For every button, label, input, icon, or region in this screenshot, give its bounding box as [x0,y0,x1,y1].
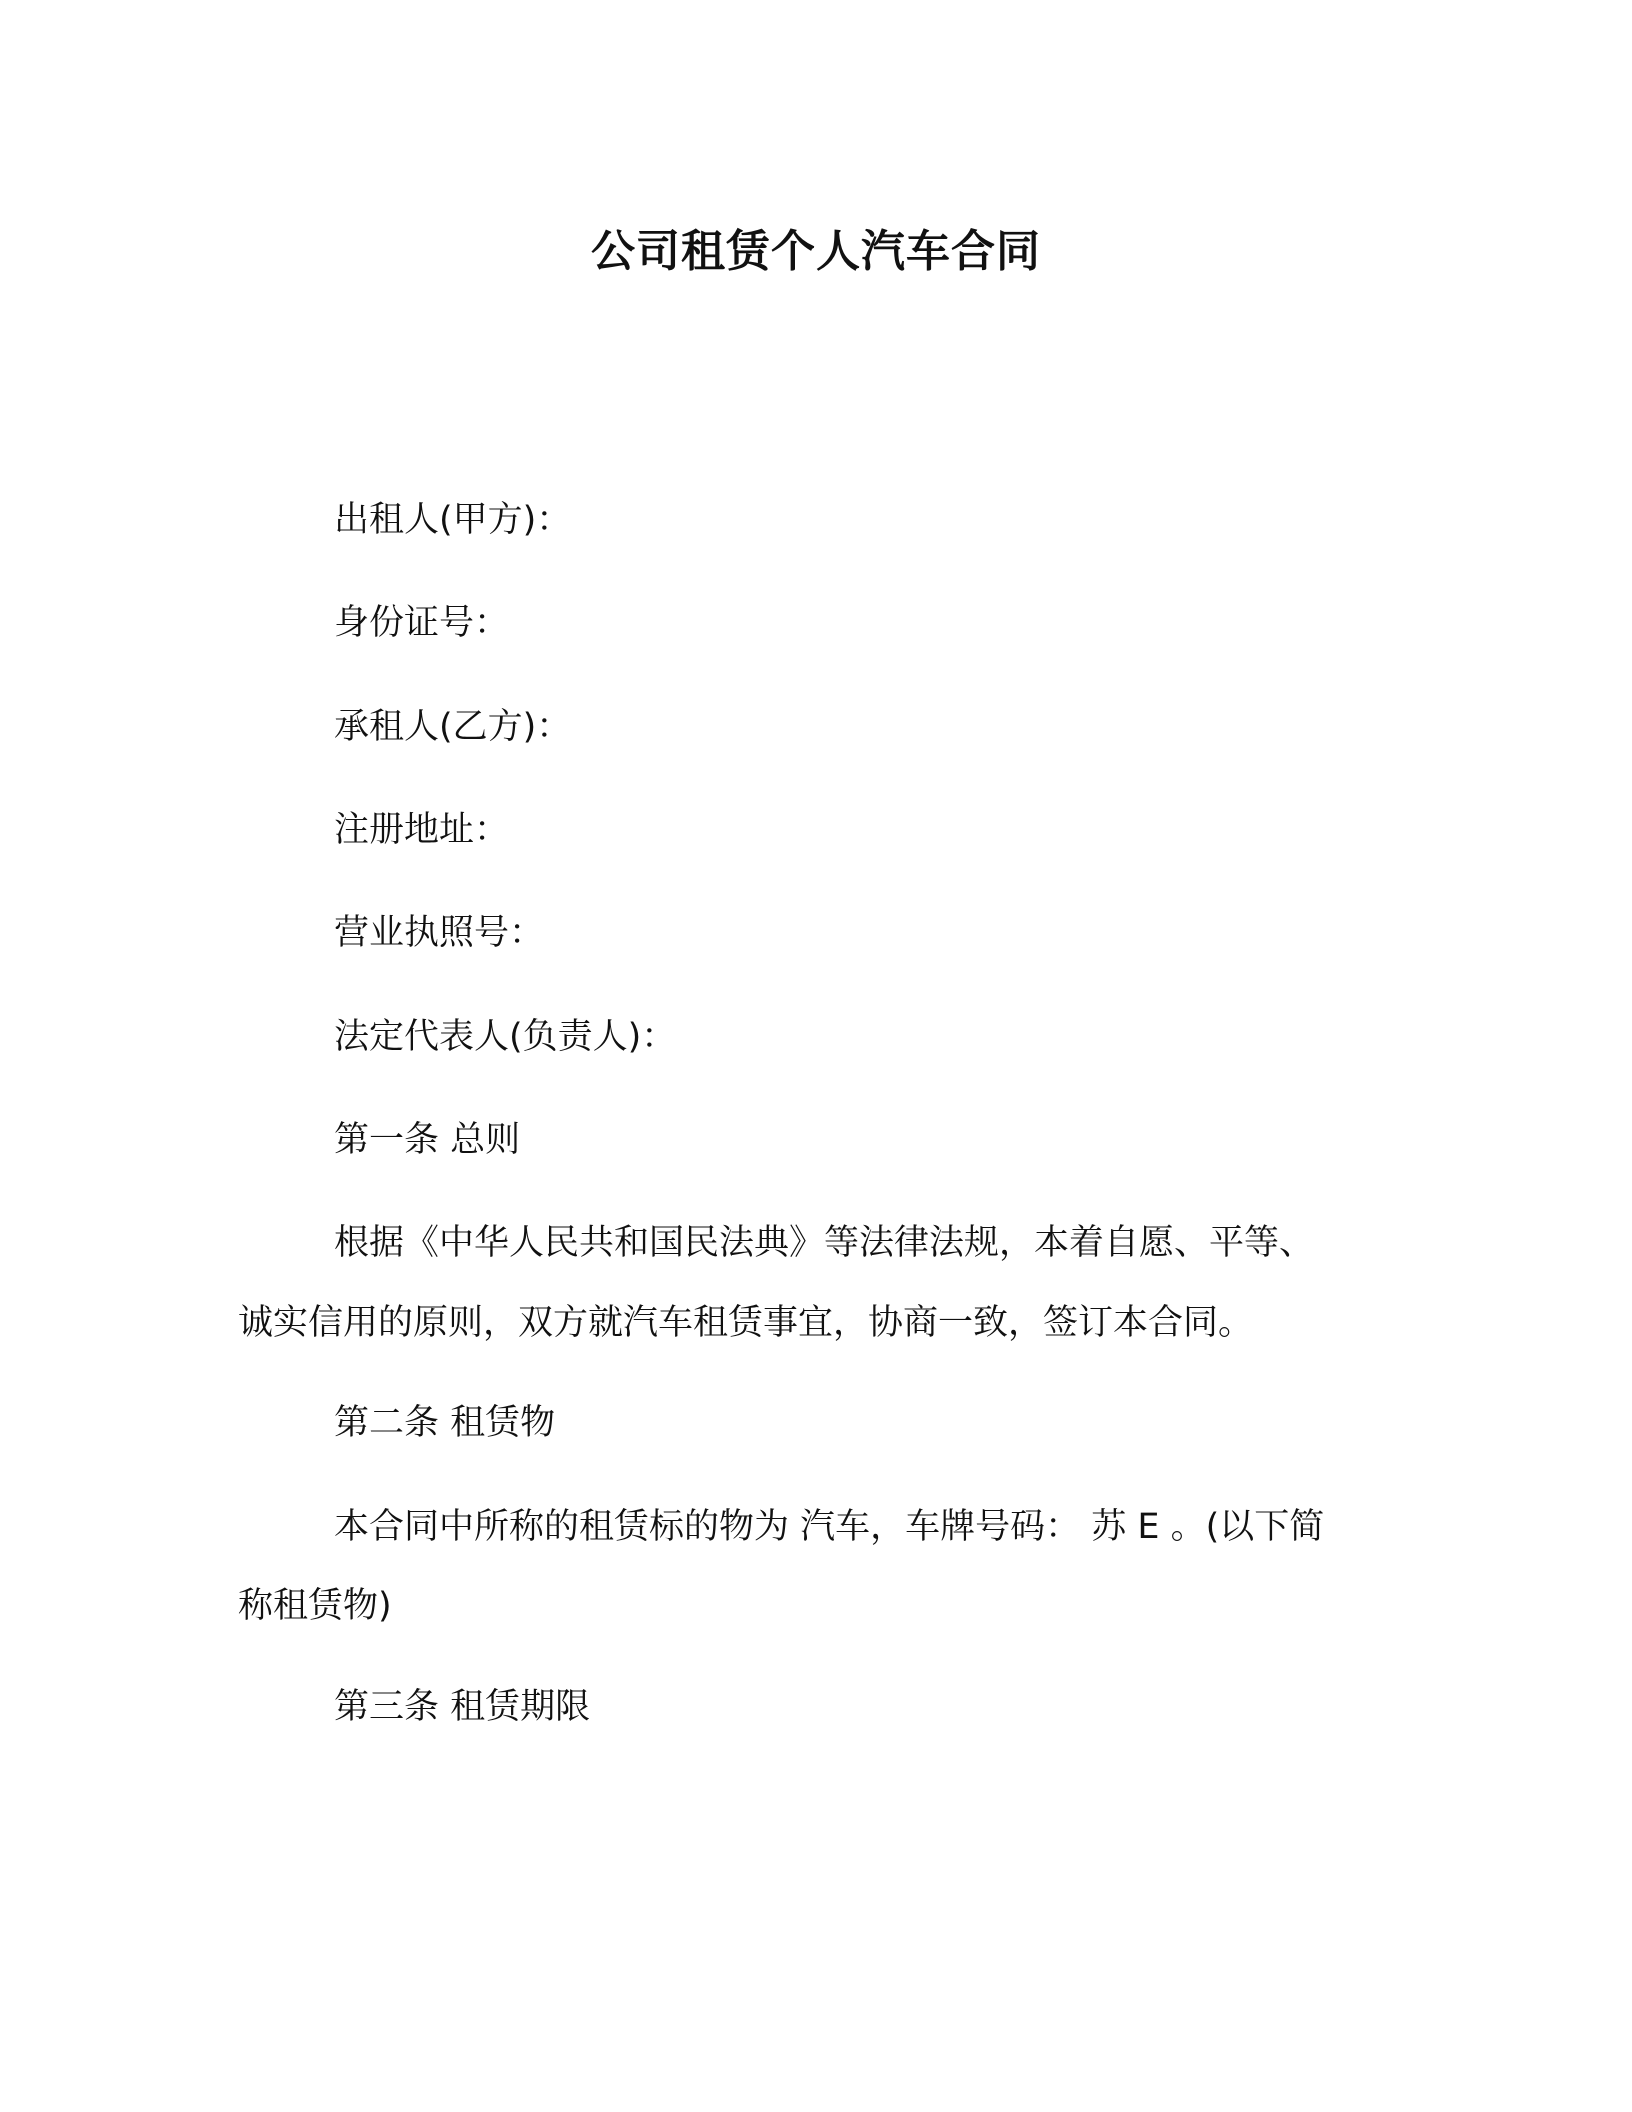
document-title: 公司租赁个人汽车合同 [591,226,1041,277]
id-number-label: 身份证号： [334,603,510,643]
article3-heading: 第三条 租赁期限 [334,1687,591,1727]
article2-text-line2: 称租赁物) [238,1586,392,1626]
lessor-label: 出租人(甲方)： [334,500,572,540]
lessee-label: 承租人(乙方)： [334,707,572,747]
legal-representative-label: 法定代表人(负责人)： [334,1017,677,1057]
article1-heading: 第一条 总则 [334,1120,521,1160]
business-license-label: 营业执照号： [334,913,545,953]
registered-address-label: 注册地址： [334,810,510,850]
article2-text-line1: 本合同中所称的租赁标的物为 汽车，车牌号码： 苏 E 。(以下简 [334,1507,1325,1547]
article1-text-line1: 根据《中华人民共和国民法典》等法律法规，本着自愿、平等、 [334,1223,1315,1263]
article2-heading: 第二条 租赁物 [334,1403,556,1443]
article1-text-line2: 诚实信用的原则，双方就汽车租赁事宜，协商一致，签订本合同。 [238,1303,1254,1343]
